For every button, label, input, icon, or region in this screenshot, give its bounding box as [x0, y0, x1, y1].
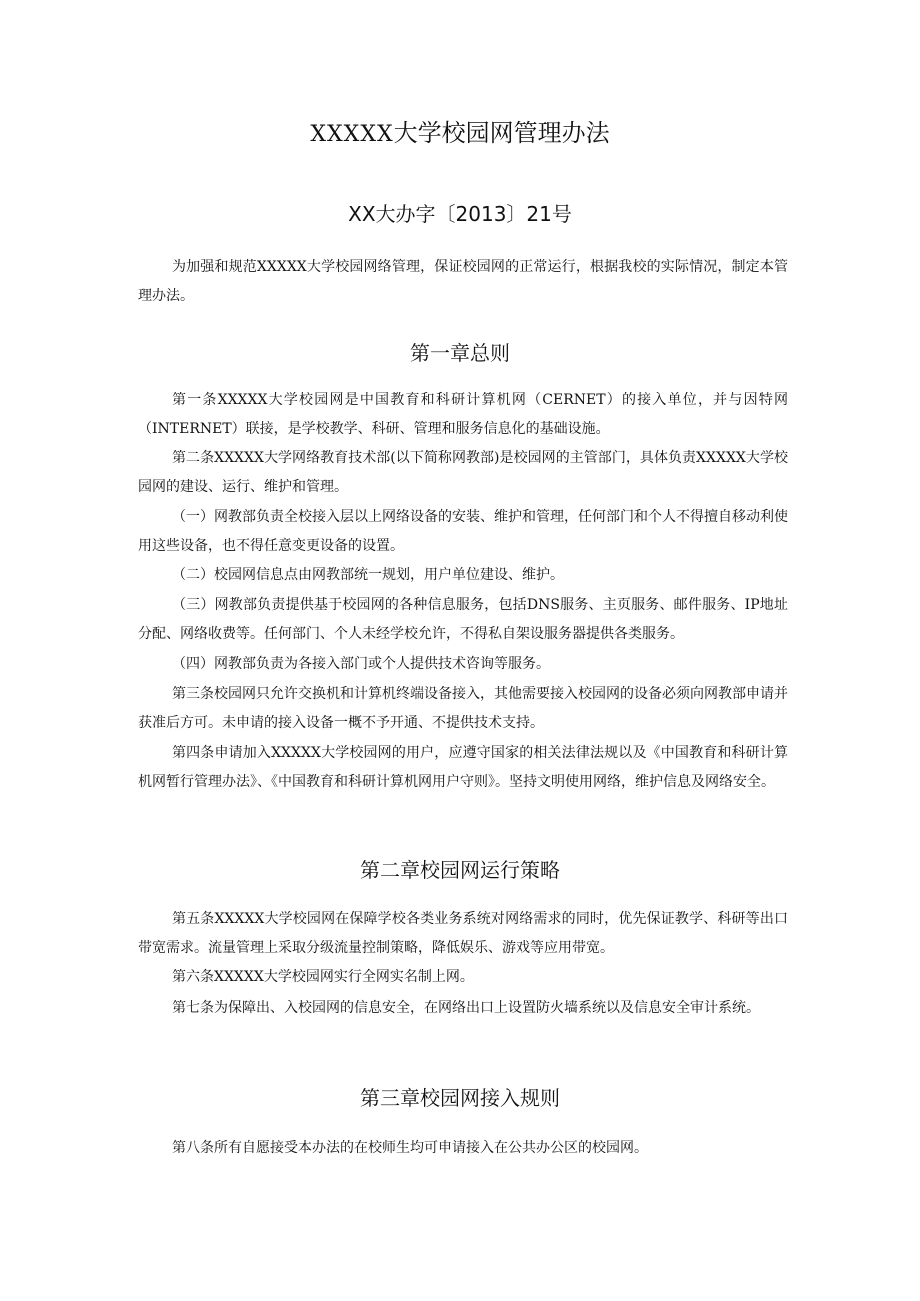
article-2-item-4: （四）网教部负责为各接入部门或个人提供技术咨询等服务。	[172, 656, 550, 672]
title-prefix: XXXXX	[310, 122, 394, 147]
article-2-item-2: （二）校园网信息点由网教部统一规划，用户单位建设、维护。	[172, 567, 564, 583]
article-8: 第八条所有自愿接受本办法的在校师生均可申请接入在公共办公区的校园网。	[172, 1140, 648, 1156]
chapter-2-heading: 第二章校园网运行策略	[360, 858, 560, 882]
document-number: XX大办字〔2013〕21号	[348, 202, 572, 226]
document-title	[0, 117, 920, 151]
intro-paragraph: 为加强和规范XXXXX大学校园网络管理，保证校园网的正常运行，根据我校的实际情况，制定本管理办法。	[138, 259, 788, 304]
article-7: 第七条为保障出、入校园网的信息安全，在网络出口上设置防火墙系统以及信息安全审计系统。	[172, 1000, 760, 1016]
article-2-item-1: （一）网教部负责全校接入层以上网络设备的安装、维护和管理，任何部门和个人不得擅自移动利使用这些设备，也不得任意变更设备的设置。	[138, 509, 788, 554]
article-6: 第六条XXXXX大学校园网实行全网实名制上网。	[172, 969, 474, 985]
article-5: 第五条XXXXX大学校园网在保障学校各类业务系统对网络需求的同时，优先保证教学、科研等出口带宽需求。流量管理上采取分级流量控制策略，降低娱乐、游戏等应用带宽。	[138, 911, 788, 956]
article-1: 第一条XXXXX大学校园网是中国教育和科研计算机网（CERNET）的接入单位，并与因特网（INTERNET）联接，是学校教学、科研、管理和服务信息化的基础设施。	[138, 392, 788, 437]
article-2-item-3: （三）网教部负责提供基于校园网的各种信息服务，包括DNS服务、主页服务、邮件服务、IP地址分配、网络收费等。任何部门、个人未经学校允许，不得私自架设服务器提供各类服务。	[138, 597, 788, 642]
chapter-3-heading: 第三章校园网接入规则	[360, 1086, 560, 1110]
article-4: 第四条申请加入XXXXX大学校园网的用户，应遵守国家的相关法律法规以及《中国教育和科研计算机网暂行管理办法》、《中国教育和科研计算机网用户守则》。坚持文明使用网络，维护信息及网络安全。	[138, 745, 788, 790]
title-main: 大学校园网管理办法	[393, 119, 610, 147]
chapter-1-heading: 第一章总则	[410, 341, 510, 365]
article-3: 第三条校园网只允许交换机和计算机终端设备接入，其他需要接入校园网的设备必须向网教部申请并获准后方可。未申请的接入设备一概不予开通、不提供技术支持。	[138, 686, 788, 731]
article-2: 第二条XXXXX大学网络教育技术部(以下简称网教部)是校园网的主管部门，具体负责XXXXX大学校园网的建设、运行、维护和管理。	[138, 450, 788, 495]
